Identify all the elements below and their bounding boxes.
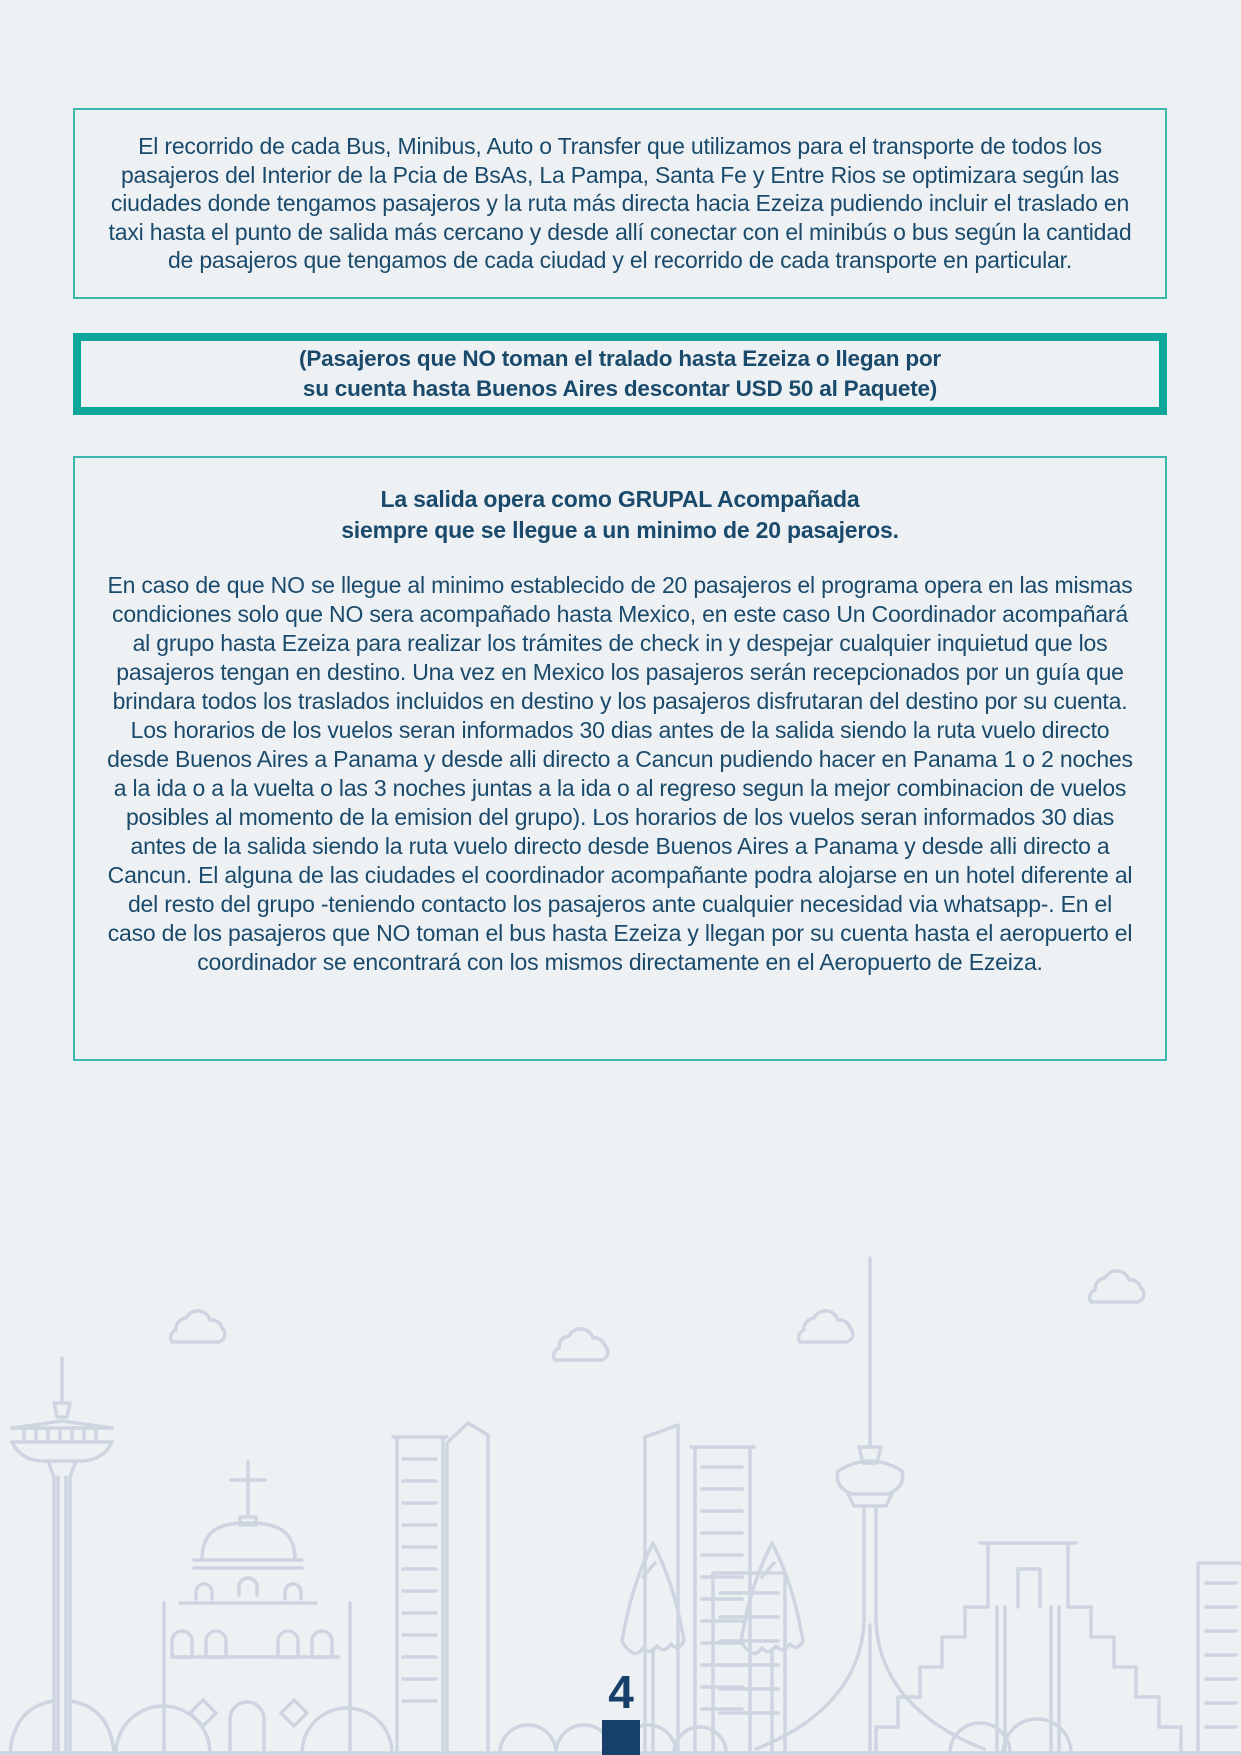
mayan-pyramid-icon xyxy=(876,1543,1181,1753)
observation-tower-icon xyxy=(10,1358,114,1753)
group-heading: La salida opera como GRUPAL Acompañada siempre que se llegue a un minimo de 20 pasajeros. xyxy=(341,486,899,543)
page-number: 4 xyxy=(608,1666,634,1718)
tv-tower-icon xyxy=(756,1258,984,1751)
notice-box-transport xyxy=(73,108,1167,299)
page-number-block xyxy=(602,1720,640,1755)
group-body: En caso de que NO se llegue al minimo establecido de 20 pasajeros el programa opera en las mismas condiciones solo que NO sera acompañado hasta Mexico, en este caso Un Coordinador acompañará al grupo hasta Ezeiza para realizar los trámites de check in y despejar cualquier inquietud que los pasajeros tengan en destino. Una vez en Mexico los pasajeros serán recepcionados por un guía que brindara todos los traslados incluidos en destino y los pasajeros disfrutaran del destino por su cuenta. Los horarios de los vuelos seran informados 30 dias antes de la salida siendo la ruta vuelo directo desde Buenos Aires a Panama y desde alli directo a Cancun pudiendo hacer en Panama 1 o 2 noches a la ida o a la vuelta o las 3 noches juntas a la ida o al regreso segun la mejor combinacion de vuelos posibles al momento de la emision del grupo). Los horarios de los vuelos seran informados 30 dias antes de la salida siendo la ruta vuelo directo desde Buenos Aires a Panama y desde alli directo a Cancun. El alguna de las ciudades el coordinador acompañante podra alojarse en un hotel diferente al del resto del grupo -teniendo contacto los pasajeros ante cualquier necesidad via whatsapp-. En el caso de los pasajeros que NO toman el bus hasta Ezeiza y llegan por su cuenta hasta el aeropuerto el coordinador se encontrará con los mismos directamente en el Aeropuerto de Ezeiza. xyxy=(107,572,1133,975)
notice-text-discount: (Pasajeros que NO toman el tralado hasta Ezeiza o llegan por su cuenta hasta Buenos Aires descontar USD 50 al Paquete) xyxy=(299,346,941,401)
notice-box-group xyxy=(73,456,1167,1061)
palapa-icon xyxy=(500,1543,1071,1753)
cloud-icon xyxy=(171,1271,1144,1360)
notice-text-transport: El recorrido de cada Bus, Minibus, Auto o Transfer que utilizamos para el transporte de todos los pasajeros del Interior de la Pcia de BsAs, La Pampa, Santa Fe y Entre Rios se optimizara según las ciudades donde tengamos pasajeros y la ruta más directa hacia Ezeiza pudiendo incluir el traslado en taxi hasta el punto de salida más cercano y desde allí conectar con el minibús o bus según la cantidad de pasajeros que tengamos de cada ciudad y el recorrido de cada transporte en particular. xyxy=(108,133,1132,274)
notice-box-discount xyxy=(73,333,1167,415)
skyline-illustration xyxy=(0,1125,1241,1755)
skyscraper-icon xyxy=(393,1423,1241,1753)
church-icon xyxy=(116,1462,392,1753)
